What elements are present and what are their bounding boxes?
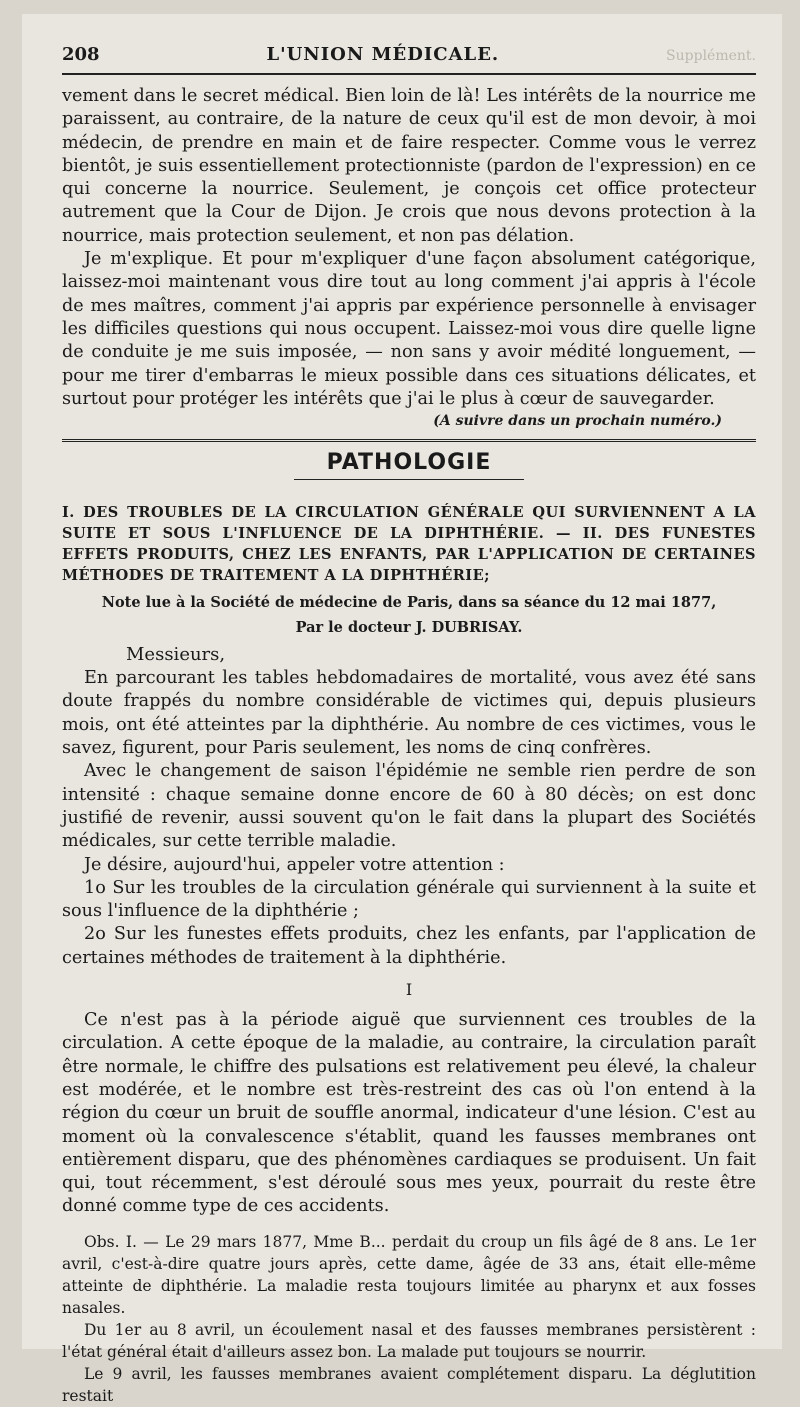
part1-paragraph: Ce n'est pas à la période aiguë que surviennent ces troubles de la circulation. A cette époque de la maladie, au contraire, la circulation paraît être normale, le chiffre des pulsations est relativement peu élevé, la chaleur est modérée, et le nombre est très-restreint des cas où l'on entend à la région du cœur un bruit de souffle anormal, indicateur d'une lésion. C'est au moment où la convalescence s'établit, quand les fausses membranes ont entièrement disparu, que des phénomènes cardiaques se produisent. Un fait qui, tout récemment, s'est déroulé sous mes yeux, pourrait du reste être donné comme type de ces accidents. <box>62 1010 756 1217</box>
body-paragraph-2: Avec le changement de saison l'épidémie ne semble rien perdre de son intensité : chaque semaine donne encore de 60 à 80 décès; on est donc justifié de revenir, aussi souvent qu'on le fait dans la plupart des Sociétés médicales, sur cette terrible maladie. <box>62 761 756 852</box>
observation-paragraph-1: Obs. I. — Le 29 mars 1877, Mme B... perdait du croup un fils âgé de 8 ans. Le 1er avril, c'est-à-dire quatre jours après, cette dame, âgée de 33 ans, était elle-même atteinte de diphthérie. La maladie resta toujours limitée au pharynx et aux fosses nasales. <box>62 1232 756 1317</box>
document-page <box>22 14 782 1405</box>
body-paragraph-4: 1o Sur les troubles de la circulation générale qui surviennent à la suite et sous l'influence de la diphthérie ; <box>62 877 756 922</box>
body-paragraph-1: En parcourant les tables hebdomadaires de mortalité, vous avez été sans doute frappés du nombre considérable de victimes qui, depuis plusieurs mois, ont été atteintes par la diphthérie. Au nombre de ces victimes, vous le savez, figurent, pour Paris seulement, les noms de cinq confrères. <box>62 668 756 759</box>
observation-paragraph-2: Du 1er au 8 avril, un écoulement nasal et des fausses membranes persistèrent : l'état général était d'ailleurs assez bon. La malade put toujours se nourrir. <box>62 1320 756 1361</box>
observations <box>62 1231 756 1407</box>
observation-paragraph-3: Le 9 avril, les fausses membranes avaient complétement disparu. La déglutition restait <box>62 1364 756 1405</box>
section-divider <box>62 439 756 442</box>
body-paragraph-5: 2o Sur les funestes effets produits, chez les enfants, par l'application de certaines méthodes de traitement à la diphthérie. <box>62 924 756 968</box>
article-note: Note lue à la Société de médecine de Paris, dans sa séance du 12 mai 1877, <box>101 594 717 612</box>
article-title: I. DES TROUBLES DE LA CIRCULATION GÉNÉRALE QUI SURVIENNENT A LA SUITE ET SOUS L'INFLUENCE DE LA DIPHTHÉRIE. — II. DES FUNESTES EFFETS PRODUITS, CHEZ LES ENFANTS, PAR L'APPLICATION DE CERTAINES MÉTHODES DE TRAITEMENT A LA DIPHTHÉRIE; <box>62 504 756 585</box>
journal-title: L'UNION MÉDICALE. <box>266 44 500 65</box>
part-heading: I <box>405 980 413 1000</box>
page-header <box>62 44 756 75</box>
body-paragraph-3: Je désire, aujourd'hui, appeler votre attention : <box>84 854 505 875</box>
show-through-text: Supplément. <box>666 48 756 64</box>
salutation: Messieurs, <box>126 644 226 666</box>
to-be-continued: (A suivre dans un prochain numéro.) <box>433 413 722 430</box>
section-title: PATHOLOGIE <box>326 450 492 476</box>
page-number: 208 <box>62 44 100 65</box>
article-author: Par le docteur J. DUBRISAY. <box>295 619 523 637</box>
section-underline <box>294 479 524 480</box>
intro-paragraph-2: Je m'explique. Et pour m'expliquer d'une façon absolument catégorique, laissez-moi maintenant vous dire tout au long comment j'ai appris à l'école de mes maîtres, comment j'ai appris par expérience personnelle à envisager les difficiles questions qui nous occupent. Laissez-moi vous dire quelle ligne de conduite je me suis imposée, — non sans y avoir médité longuement, — pour me tirer d'embarras le mieux possible dans ces situations délicates, et surtout pour protéger les intérêts que j'ai le plus à cœur de sauvegarder. <box>62 249 756 409</box>
intro-paragraph-1: vement dans le secret médical. Bien loin de là! Les intérêts de la nourrice me paraissent, au contraire, de la nature de ceux qu'il est de mon devoir, à moi médecin, de prendre en main et de faire respecter. Comme vous le verrez bientôt, je suis essentiellement protectionniste (pardon de l'expression) en ce qui concerne la nourrice. Seulement, je conçois cet office protecteur autrement que la Cour de Dijon. Je crois que nous devons protection à la nourrice, mais protection seulement, et non pas délation. <box>62 86 756 246</box>
